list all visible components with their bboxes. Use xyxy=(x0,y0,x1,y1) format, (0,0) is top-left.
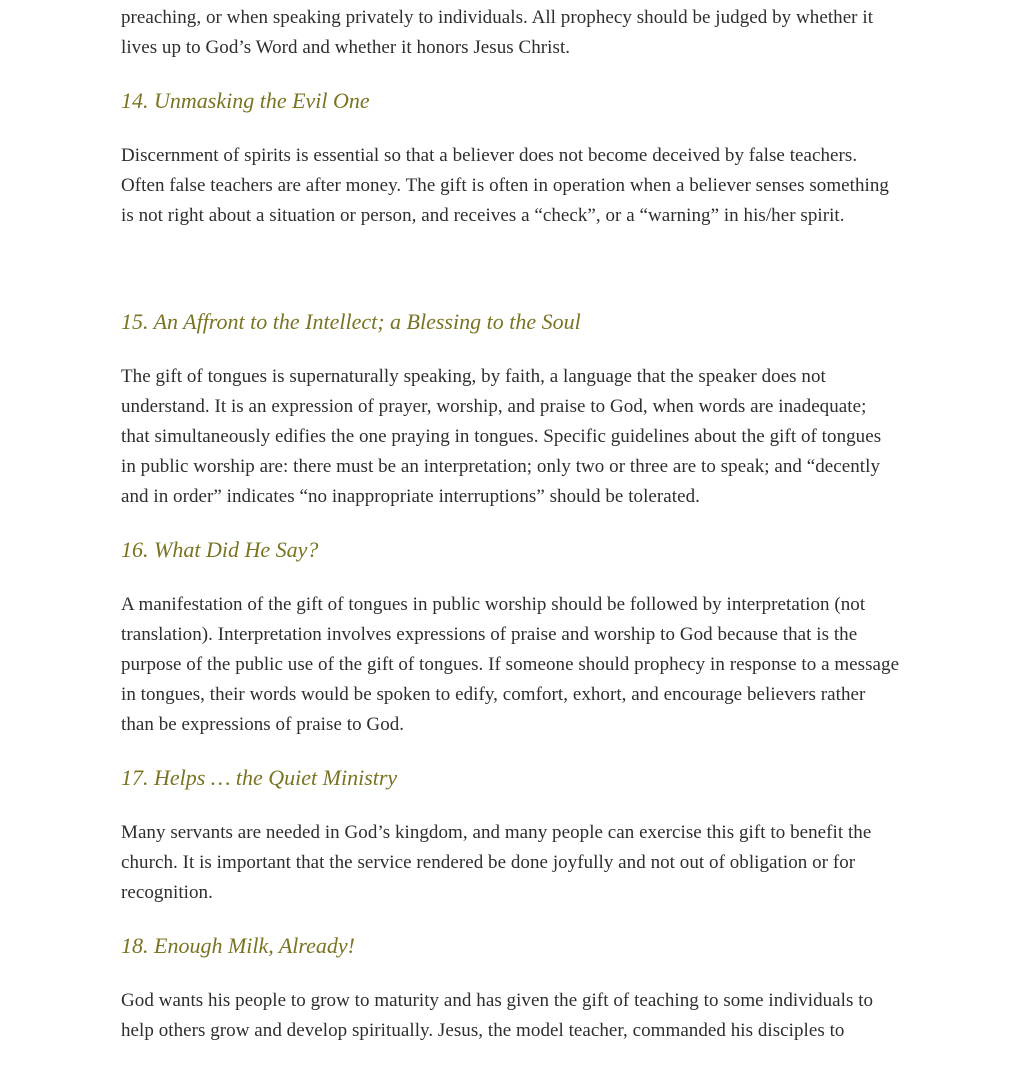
paragraph-line: preaching, or when speaking privately to individuals. All prophecy should be judged by whether it xyxy=(121,7,874,28)
section-paragraph-15 xyxy=(121,362,911,512)
paragraph-line: in public worship are: there must be an interpretation; only two or three are to speak; and “decently xyxy=(121,456,880,477)
paragraph-line: than be expressions of praise to God. xyxy=(121,714,405,735)
paragraph-line: God wants his people to grow to maturity and has given the gift of teaching to some individuals to xyxy=(121,990,874,1011)
section-paragraph-18 xyxy=(121,986,911,1046)
paragraph-line: understand. It is an expression of prayer, worship, and praise to God, when words are inadequate; xyxy=(121,396,867,417)
paragraph-line: Discernment of spirits is essential so that a believer does not become deceived by false teachers. xyxy=(121,145,858,166)
paragraph-line: Often false teachers are after money. The gift is often in operation when a believer senses something xyxy=(121,175,889,196)
paragraph-line: purpose of the public use of the gift of tongues. If someone should prophecy in response to a message xyxy=(121,654,900,675)
section-heading-14: 14. Unmasking the Evil One xyxy=(121,88,370,113)
paragraph-line: and in order” indicates “no inappropriate interruptions” should be tolerated. xyxy=(121,486,700,507)
paragraph-line: Many servants are needed in God’s kingdom, and many people can exercise this gift to benefit the xyxy=(121,822,872,843)
article-body xyxy=(121,3,911,1046)
paragraph-line: church. It is important that the service rendered be done joyfully and not out of obligation or for xyxy=(121,852,856,873)
section-paragraph-17 xyxy=(121,818,911,908)
paragraph-line: A manifestation of the gift of tongues in public worship should be followed by interpretation (not xyxy=(121,594,866,615)
section-paragraph-16 xyxy=(121,590,911,740)
paragraph-line: is not right about a situation or person, and receives a “check”, or a “warning” in his/her spirit. xyxy=(121,205,845,226)
section-heading-15: 15. An Affront to the Intellect; a Blessing to the Soul xyxy=(121,309,581,334)
section-heading-17: 17. Helps … the Quiet Ministry xyxy=(121,765,398,790)
intro-paragraph xyxy=(121,3,911,63)
paragraph-line: recognition. xyxy=(121,882,213,903)
paragraph-line: that simultaneously edifies the one praying in tongues. Specific guidelines about the gift of tongues xyxy=(121,426,882,447)
paragraph-line: The gift of tongues is supernaturally speaking, by faith, a language that the speaker does not xyxy=(121,366,826,387)
paragraph-line: in tongues, their words would be spoken to edify, comfort, exhort, and encourage believers rather xyxy=(121,684,866,705)
section-paragraph-14 xyxy=(121,141,911,231)
paragraph-line: translation). Interpretation involves expressions of praise and worship to God because that is the xyxy=(121,624,858,645)
paragraph-line: help others grow and develop spiritually. Jesus, the model teacher, commanded his disciples to xyxy=(121,1020,845,1041)
section-heading-16: 16. What Did He Say? xyxy=(121,537,319,562)
paragraph-line: lives up to God’s Word and whether it honors Jesus Christ. xyxy=(121,37,571,58)
section-heading-18: 18. Enough Milk, Already! xyxy=(121,933,356,958)
